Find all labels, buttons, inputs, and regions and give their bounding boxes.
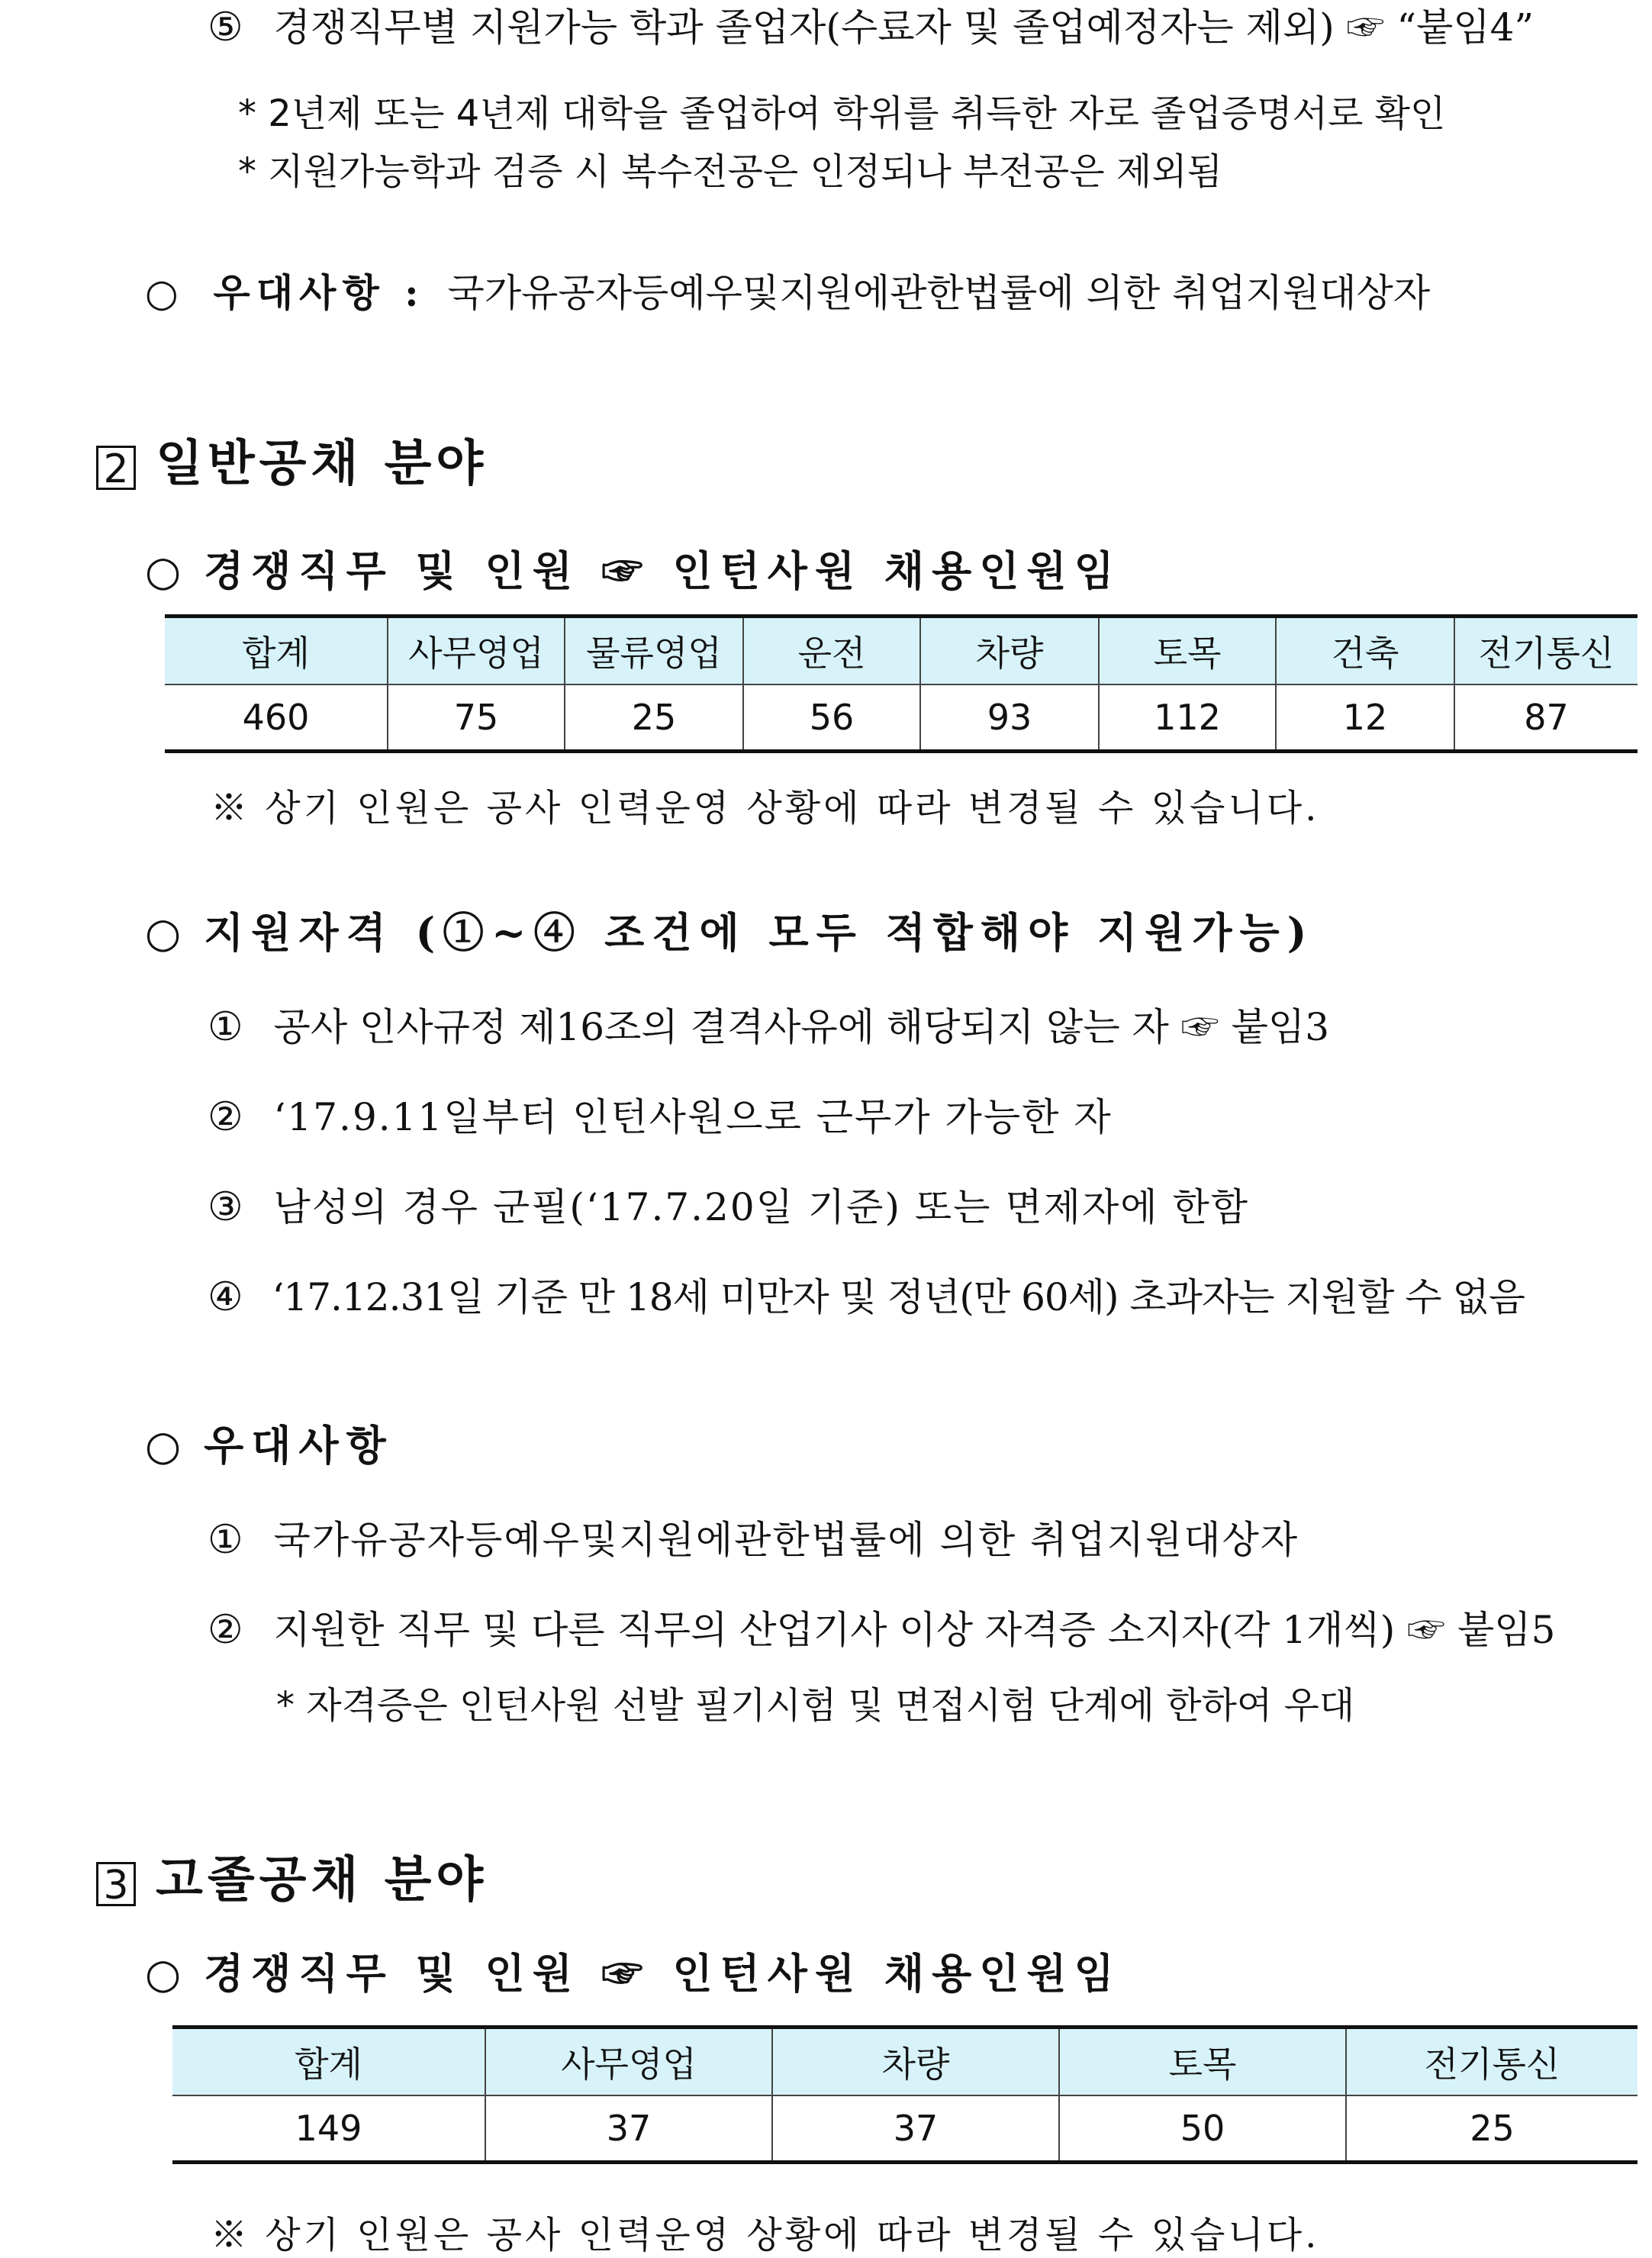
qualification-item-5 [208,5,1534,50]
table-header-cell: 토목 [1099,617,1276,685]
preference-label: 우대사항 : [213,270,425,315]
table-cell: 75 [388,684,565,752]
table-note: ※ 상기 인원은 공사 인력운영 상황에 따라 변경될 수 있습니다. [211,787,1320,829]
table-header-cell: 합계 [172,2028,485,2096]
section-2-positions-heading [145,539,1122,598]
preference-line [145,270,1430,316]
section-3-positions-heading [145,1941,1122,2000]
table-header-cell: 건축 [1276,617,1454,685]
qualification-item [208,1184,1249,1230]
table-cell: 460 [165,684,388,752]
item-text: 지원한 직무 및 다른 직무의 산업기사 이상 자격증 소지자(각 1개씩) ☞ 붙임5 [273,1608,1556,1652]
table-cell: 37 [772,2095,1059,2163]
section-title: 일반공채 분야 [156,435,488,492]
preference-item [208,1517,1299,1563]
table-row [172,2095,1638,2163]
bullet-icon: ○ [145,909,182,957]
table-cell: 37 [485,2095,772,2163]
table-cell: 149 [172,2095,485,2163]
item-number: ④ [208,1274,243,1320]
table-cell: 25 [1346,2095,1638,2163]
item-number: ③ [208,1184,243,1230]
table-cell: 87 [1454,684,1638,752]
table-header-cell: 물류영업 [565,617,743,685]
item-number: ⑤ [208,5,243,50]
major-note: * 지원가능학과 검증 시 복수전공은 인정되나 부전공은 제외됨 [238,150,1223,193]
table-header-cell: 운전 [743,617,920,685]
subheading-text: 지원자격 (①~④ 조건에 모두 적합해야 지원가능) [204,908,1315,957]
table-header-cell: 전기통신 [1346,2028,1638,2096]
table-header-cell: 합계 [165,617,388,685]
table-header-cell: 사무영업 [388,617,565,685]
table-cell: 50 [1059,2095,1346,2163]
certificate-note: * 자격증은 인턴사원 선발 필기시험 및 면접시험 단계에 한하여 우대 [276,1684,1355,1727]
item-text: 국가유공자등예우및지원에관한법률에 의한 취업지원대상자 [273,1518,1299,1562]
subheading-text: 경쟁직무 및 인원 ☞ 인턴사원 채용인원임 [204,1949,1122,1998]
table-cell: 93 [920,684,1099,752]
table-cell: 112 [1099,684,1276,752]
bullet-icon: ○ [145,1422,182,1470]
table-note: ※ 상기 인원은 공사 인력운영 상황에 따라 변경될 수 있습니다. [211,2214,1320,2256]
section-number-box: 3 [96,1862,136,1906]
section-number-box: 2 [96,446,136,490]
item-number: ② [208,1607,243,1653]
item-text: ‘17.9.11일부터 인턴사원으로 근무가 가능한 자 [273,1095,1113,1139]
item-text: 남성의 경우 군필(‘17.7.20일 기준) 또는 면제자에 한함 [273,1185,1250,1229]
table-cell: 25 [565,684,743,752]
section-2-qualifications-heading [145,900,1314,959]
bullet-icon: ○ [145,271,179,315]
item-text: 경쟁직무별 지원가능 학과 졸업자(수료자 및 졸업예정자는 제외) ☞ “붙임4” [273,5,1534,50]
subheading-text: 우대사항 [204,1421,394,1470]
bullet-icon: ○ [145,547,182,595]
table-header-cell: 사무영업 [485,2028,772,2096]
section-2-staffing-table [165,614,1638,753]
section-2-preferences-heading [145,1413,394,1472]
qualification-item [208,1004,1329,1050]
table-header-row [172,2028,1638,2096]
table-header-cell: 차량 [772,2028,1059,2096]
item-text: 공사 인사규정 제16조의 결격사유에 해당되지 않는 자 ☞ 붙임3 [273,1005,1330,1049]
table-header-cell: 전기통신 [1454,617,1638,685]
item-text: ‘17.12.31일 기준 만 18세 미만자 및 정년(만 60세) 초과자는 지원할 수 없음 [272,1275,1525,1319]
item-number: ① [208,1004,243,1050]
table-header-cell: 차량 [920,617,1099,685]
table-cell: 56 [743,684,920,752]
section-3-heading [96,1841,488,1911]
table-header-row [165,617,1638,685]
preference-text: 국가유공자등예우및지원에관한법률에 의한 취업지원대상자 [447,271,1431,315]
qualification-item [208,1094,1113,1140]
qualification-item [208,1274,1525,1320]
degree-note: * 2년제 또는 4년제 대학을 졸업하여 학위를 취득한 자로 졸업증명서로 확인 [238,92,1446,135]
bullet-icon: ○ [145,1950,182,1998]
table-header-cell: 토목 [1059,2028,1346,2096]
subheading-text: 경쟁직무 및 인원 ☞ 인턴사원 채용인원임 [204,546,1122,595]
section-3-staffing-table [172,2025,1638,2164]
preference-item [208,1607,1555,1653]
table-row [165,684,1638,752]
section-2-heading [96,424,488,494]
section-title: 고졸공채 분야 [156,1851,488,1909]
item-number: ② [208,1094,243,1140]
item-number: ① [208,1517,243,1563]
table-cell: 12 [1276,684,1454,752]
